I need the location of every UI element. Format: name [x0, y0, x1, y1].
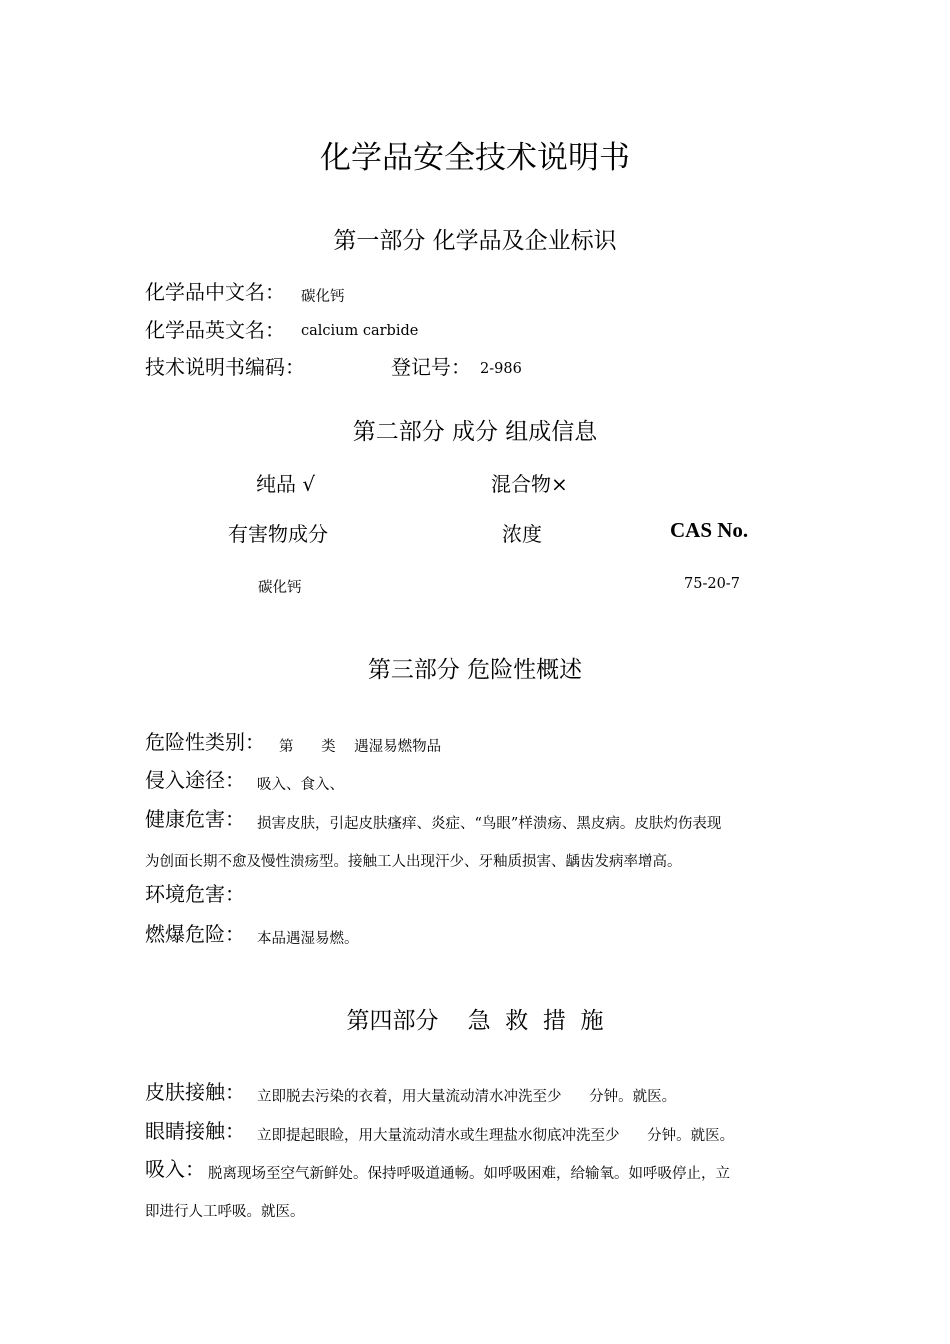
table-row-cas: 75-20-7 — [684, 576, 740, 592]
section-heading-part3: 第三部分 危险性概述 — [367, 657, 583, 683]
registration-value: 2-986 — [480, 361, 522, 377]
code-label: 技术说明书编码： — [145, 355, 305, 379]
eye-contact-label: 眼睛接触： — [145, 1119, 245, 1143]
registration-label: 登记号： — [391, 355, 471, 379]
en-name-label: 化学品英文名： — [145, 318, 285, 342]
skin-contact-label: 皮肤接触： — [145, 1080, 245, 1104]
fire-label: 燃爆危险： — [145, 922, 245, 946]
en-name-value: calcium carbide — [301, 323, 419, 339]
inhalation-value-line2: 即进行人工呼吸。就医。 — [145, 1204, 305, 1220]
route-label: 侵入途径： — [145, 768, 245, 792]
hazard-class-value: 第 类 遇湿易燃物品 — [279, 739, 442, 755]
cn-name-label: 化学品中文名： — [145, 280, 285, 304]
table-row-component: 碳化钙 — [258, 580, 302, 596]
health-label: 健康危害： — [145, 807, 245, 831]
hazard-class-label: 危险性类别： — [145, 730, 265, 754]
section-heading-part4: 第四部分 急 救 措 施 — [346, 1008, 604, 1034]
cn-name-value: 碳化钙 — [301, 289, 345, 305]
route-value: 吸入、食入、 — [257, 777, 344, 793]
environment-label: 环境危害： — [145, 882, 245, 906]
skin-contact-value: 立即脱去污染的衣着，用大量流动清水冲洗至少 分钟。就医。 — [257, 1089, 677, 1105]
table-header-concentration: 浓度 — [502, 522, 542, 546]
section-heading-part2: 第二部分 成分 组成信息 — [352, 419, 598, 445]
health-value-line2: 为创面长期不愈及慢性溃疡型。接触工人出现汗少、牙釉质损害、龋齿发病率增高。 — [145, 854, 682, 870]
fire-value: 本品遇湿易燃。 — [257, 931, 359, 947]
mixture-label: 混合物× — [491, 472, 568, 496]
eye-contact-value: 立即提起眼睑，用大量流动清水或生理盐水彻底冲洗至少 分钟。就医。 — [257, 1128, 735, 1144]
document-title: 化学品安全技术说明书 — [320, 140, 630, 176]
pure-substance-label: 纯品 √ — [256, 472, 316, 496]
inhalation-label: 吸入： — [145, 1157, 205, 1181]
section-heading-part1: 第一部分 化学品及企业标识 — [333, 228, 617, 254]
table-header-cas: CAS No. — [670, 518, 749, 542]
table-header-component: 有害物成分 — [228, 522, 328, 546]
inhalation-value-line1: 脱离现场至空气新鲜处。保持呼吸道通畅。如呼吸困难，给输氧。如呼吸停止，立 — [208, 1166, 730, 1182]
health-value-line1: 损害皮肤，引起皮肤瘙痒、炎症、“鸟眼”样溃疡、黑皮病。皮肤灼伤表现 — [257, 816, 722, 832]
